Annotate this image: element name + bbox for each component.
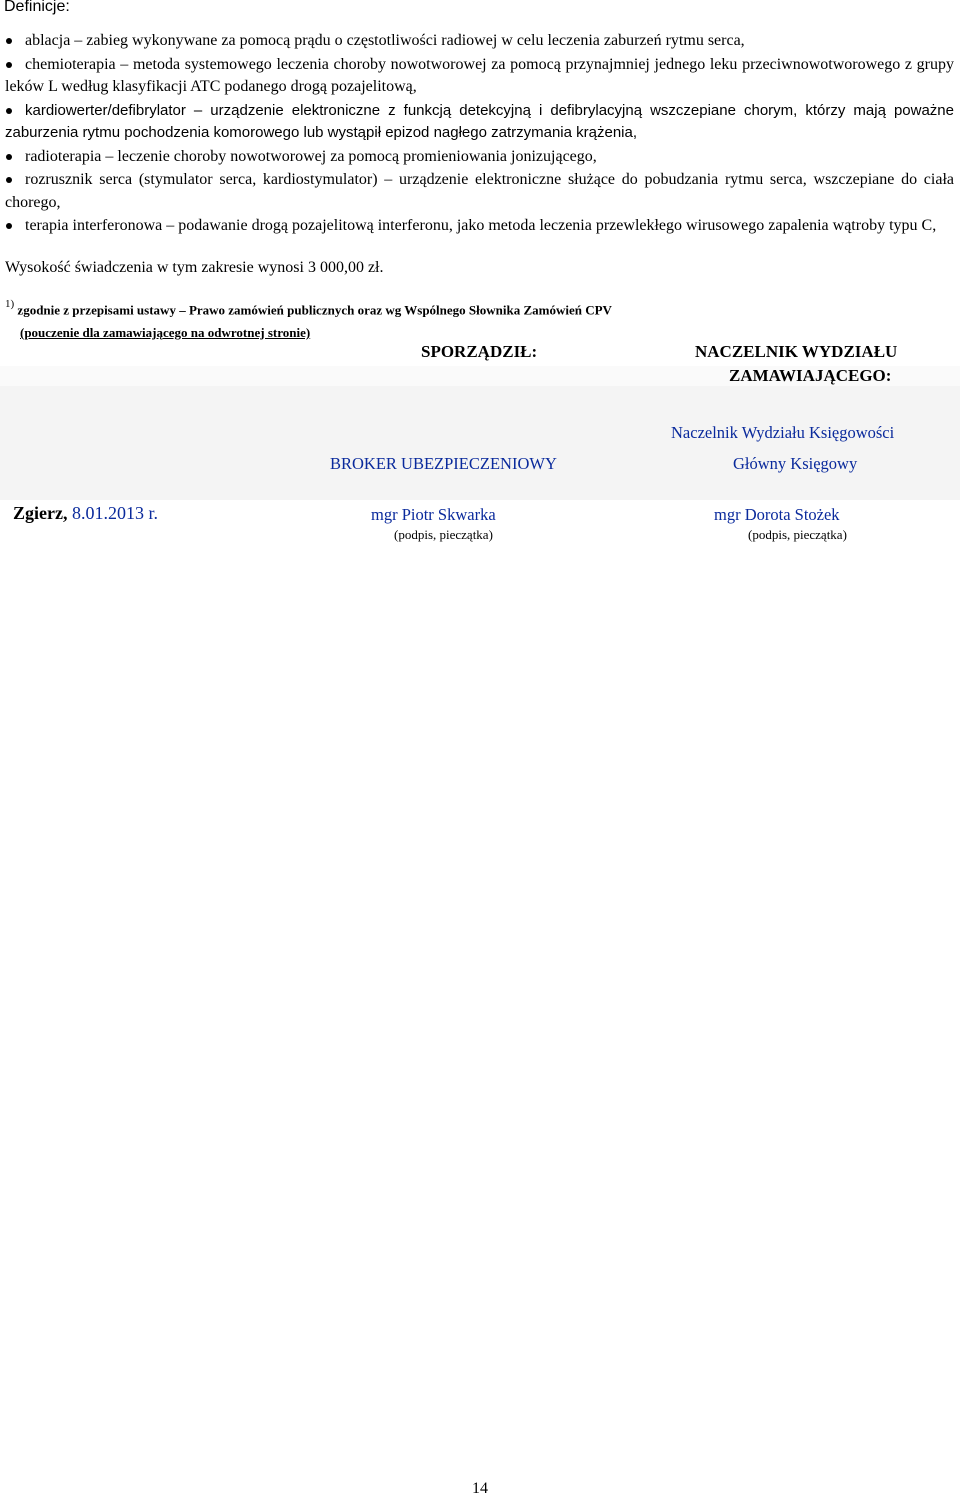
list-item <box>5 146 954 169</box>
page-number: 14 <box>472 1480 488 1497</box>
definition-text: ablacja – zabieg wykonywane za pomocą prądu o częstotliwości radiowej w celu leczenia zaburzeń rytmu serca, <box>25 32 745 49</box>
definition-text: terapia interferonowa – podawanie drogą pozajelitową interferonu, jako metoda leczenia przewlekłego wirusowego zapalenia wątroby typu C, <box>25 217 937 234</box>
definition-text: radioterapia – leczenie choroby nowotworowej za pomocą promieniowania jonizującego, <box>25 147 597 165</box>
head-title-1: Naczelnik Wydziału Księgowości <box>671 423 895 442</box>
definitions-list <box>5 30 954 238</box>
head-label-line1: NACZELNIK WYDZIAŁU <box>695 342 898 361</box>
bullet-icon <box>6 62 12 68</box>
head-name: mgr Dorota Stożek <box>714 505 840 524</box>
bullet-icon <box>6 108 12 114</box>
place-date <box>13 503 158 524</box>
prepared-by-label: SPORZĄDZIŁ: <box>421 342 538 361</box>
list-item <box>5 215 954 238</box>
broker-label: BROKER UBEZPIECZENIOWY <box>330 454 557 473</box>
list-item <box>5 54 954 99</box>
head-label-line2: ZAMAWIAJĄCEGO: <box>729 366 892 385</box>
bullet-icon <box>6 154 12 160</box>
footnote-text: zgodnie z przepisami ustawy – Prawo zamówień publicznych oraz wg Wspólnego Słownika Zamówień CPV <box>17 302 612 318</box>
definition-text: kardiowerter/defibrylator – urządzenie elektroniczne z funkcją detekcyjną i defibrylacyjną wszczepiane chorym, którzy mają poważne zaburzenia rytmu pochodzenia komorowego lub wystąpił epizod nagłego zatrzymania krążenia, <box>5 101 954 141</box>
date: 8.01.2013 r. <box>71 503 158 523</box>
footnote-marker: 1) <box>5 298 15 310</box>
section-heading: Definicje: <box>4 0 70 15</box>
definition-text: chemioterapia – metoda systemowego leczenia choroby nowotworowej za pomocą przynajmniej jednego leku przeciwnowotworowego z grupy leków L według klasyfikacji ATC podanego drogą pozajelitową, <box>5 55 954 95</box>
list-item <box>5 30 954 53</box>
signature-note-left: (podpis, pieczątka) <box>394 527 493 542</box>
footnote-note: (pouczenie dla zamawiającego na odwrotnej stronie) <box>20 325 311 340</box>
list-item <box>5 169 954 214</box>
footnote <box>5 300 612 318</box>
signature-note-right: (podpis, pieczątka) <box>748 527 847 542</box>
signature-band <box>0 386 960 500</box>
bullet-icon <box>6 177 12 183</box>
head-title-2: Główny Księgowy <box>733 454 858 473</box>
bullet-icon <box>6 38 12 44</box>
prepared-by-name: mgr Piotr Skwarka <box>371 505 496 524</box>
benefit-amount: Wysokość świadczenia w tym zakresie wynosi 3 000,00 zł. <box>5 259 384 276</box>
place: Zgierz, <box>13 503 68 523</box>
list-item <box>5 100 954 145</box>
bullet-icon <box>6 223 12 229</box>
definition-text: rozrusznik serca (stymulator serca, kardiostymulator) – urządzenie elektroniczne służące do pobudzania rytmu serca, wszczepiane do ciała chorego, <box>5 171 954 211</box>
